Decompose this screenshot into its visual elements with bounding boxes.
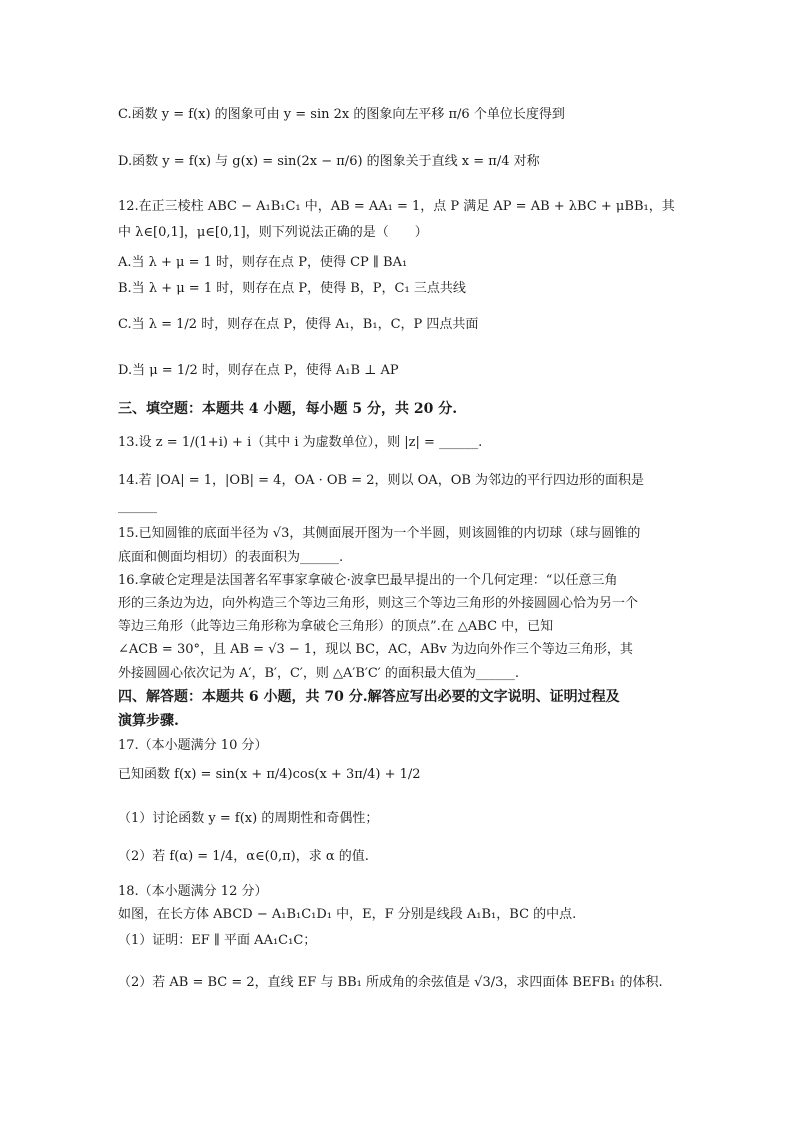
question-16-cont-4: 外接圆圆心依次记为 A′，B′，C′，则 △A′B′C′ 的面积最大值为______. (118, 666, 520, 681)
question-13: 13.设 z = 1/(1+i) + i（其中 i 为虚数单位），则 |z| = ______. (118, 435, 483, 450)
section-four-heading-cont: 演算步骤. (118, 713, 179, 729)
option-d-12: D.当 μ = 1/2 时，则存在点 P，使得 A₁B ⊥ AP (118, 363, 399, 378)
question-14-blank: ______ (118, 499, 157, 514)
option-b-12: B.当 λ + μ = 1 时，则存在点 P，使得 B，P，C₁ 三点共线 (118, 281, 466, 296)
section-four-heading: 四、解答题：本题共 6 小题，共 70 分.解答应写出必要的文字说明、证明过程及 (118, 689, 620, 705)
question-12-stem: 12.在正三棱柱 ABC − A₁B₁C₁ 中，AB = AA₁ = 1，点 P 满足 AP = AB + λBC + μBB₁，其 (118, 199, 675, 214)
question-18-title: 18.（本小题满分 12 分） (118, 884, 268, 899)
question-16-cont-1: 形的三条边为边，向外构造三个等边三角形，则这三个等边三角形的外接圆圆心恰为另一个 (118, 596, 639, 611)
option-c-12: C.当 λ = 1/2 时，则存在点 P，使得 A₁，B₁，C，P 四点共面 (118, 317, 479, 332)
question-16-cont-2: 等边三角形（此等边三角形称为拿破仑三角形）的顶点”.在 △ABC 中，已知 (118, 619, 554, 634)
question-17-title: 17.（本小题满分 10 分） (118, 738, 268, 753)
question-15: 15.已知圆锥的底面半径为 √3，其侧面展开图为一个半圆，则该圆锥的内切球（球与圆锥的 (118, 526, 641, 541)
question-15-cont: 底面和侧面均相切）的表面积为______. (118, 550, 344, 565)
question-14: 14.若 |OA| = 1，|OB| = 4，OA · OB = 2，则以 OA，OB 为邻边的平行四边形的面积是 (118, 473, 645, 488)
question-18-stem: 如图，在长方体 ABCD − A₁B₁C₁D₁ 中，E，F 分别是线段 A₁B₁，BC 的中点. (118, 907, 577, 922)
question-16-cont-3: ∠ACB = 30°，且 AB = √3 − 1，现以 BC，AC，ABv 为边向外作三个等边三角形，其 (118, 642, 633, 657)
question-18-part-2: （2）若 AB = BC = 2，直线 EF 与 BB₁ 所成角的余弦值是 √3/3，求四面体 BEFB₁ 的体积. (118, 975, 663, 990)
question-17-part-2: （2）若 f(α) = 1/4，α∈(0,π)，求 α 的值. (118, 849, 369, 864)
question-16: 16.拿破仑定理是法国著名军事家拿破仑·波拿巴最早提出的一个几何定理：“以任意三角 (118, 573, 618, 588)
question-17-function: 已知函数 f(x) = sin(x + π/4)cos(x + 3π/4) + 1/2 (118, 767, 421, 782)
question-12-stem-cont: 中 λ∈[0,1]，μ∈[0,1]，则下列说法正确的是（ ） (118, 225, 428, 240)
option-d-11: D.函数 y = f(x) 与 g(x) = sin(2x − π/6) 的图象关于直线 x = π/4 对称 (118, 154, 540, 169)
question-18-part-1: （1）证明：EF ∥ 平面 AA₁C₁C； (118, 933, 317, 948)
question-17-part-1: （1）讨论函数 y = f(x) 的周期性和奇偶性； (118, 811, 379, 826)
section-three-heading: 三、填空题：本题共 4 小题，每小题 5 分，共 20 分. (118, 401, 458, 417)
option-c-11: C.函数 y = f(x) 的图象可由 y = sin 2x 的图象向左平移 π/6 个单位长度得到 (118, 107, 565, 122)
option-a-12: A.当 λ + μ = 1 时，则存在点 P，使得 CP ∥ BA₁ (118, 255, 408, 270)
